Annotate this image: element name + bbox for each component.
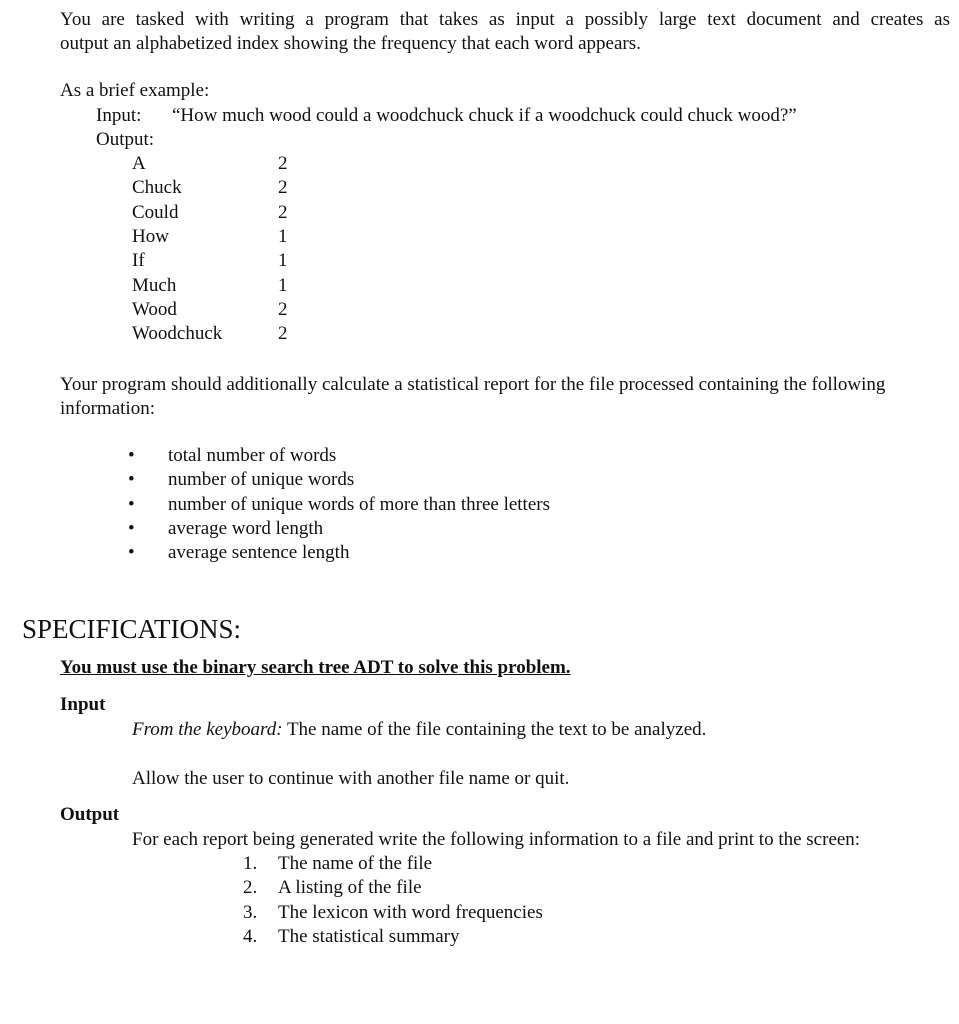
stats-line: information: (60, 398, 155, 419)
bullet-icon: • (128, 493, 135, 515)
count-cell: 1 (278, 250, 288, 272)
list-number: 4. (243, 925, 258, 947)
bullet-item: number of unique words of more than three letters (168, 493, 550, 515)
output-item: The statistical summary (278, 925, 460, 947)
bullet-icon: • (128, 542, 135, 564)
list-number: 2. (243, 877, 258, 899)
count-cell: 2 (278, 153, 288, 174)
count-cell: 2 (278, 177, 288, 199)
output-item: The name of the file (278, 853, 433, 874)
stats-line: Your program should additionally calculate a statistical report for the file processed containing the following (60, 374, 886, 395)
example-heading: As a brief example: (60, 80, 210, 101)
bullet-item: average sentence length (168, 542, 350, 564)
bullet-item: total number of words (168, 445, 337, 466)
list-number: 1. (243, 853, 258, 874)
intro-line: output an alphabetized index showing the frequency that each word appears. (60, 33, 641, 54)
count-cell: 2 (278, 323, 288, 345)
bullet-item: average word length (168, 517, 324, 539)
word-cell: Woodchuck (132, 323, 223, 345)
list-number: 3. (243, 901, 258, 923)
output-item: A listing of the file (278, 877, 422, 899)
bullet-icon: • (128, 517, 135, 539)
keyboard-text: The name of the file containing the text to be analyzed. (282, 719, 707, 740)
count-cell: 2 (278, 201, 288, 223)
word-cell: If (132, 250, 145, 272)
word-cell: Wood (132, 298, 177, 320)
output-item: The lexicon with word frequencies (278, 901, 543, 923)
bullet-icon: • (128, 445, 135, 466)
count-cell: 2 (278, 298, 288, 320)
keyboard-line (132, 719, 706, 741)
output-label: Output: (96, 129, 155, 150)
bullet-icon: • (128, 469, 135, 491)
output-text: For each report being generated write the following information to a file and print to the screen: (132, 829, 861, 850)
word-cell: Could (132, 201, 179, 223)
bst-note: You must use the binary search tree ADT to solve this problem. (60, 657, 571, 678)
input-text: “How much wood could a woodchuck chuck if a woodchuck could chuck wood?” (172, 105, 797, 126)
output-heading: Output (60, 804, 120, 825)
spec-title: SPECIFICATIONS: (22, 614, 242, 644)
word-cell: How (132, 225, 169, 247)
count-cell: 1 (278, 225, 288, 247)
keyboard-label: From the keyboard: (132, 719, 283, 740)
word-cell: A (132, 153, 146, 174)
word-cell: Much (132, 274, 177, 296)
intro (60, 8, 950, 56)
continue-text: Allow the user to continue with another file name or quit. (132, 768, 570, 789)
word-cell: Chuck (132, 177, 182, 199)
stats-intro (60, 373, 885, 421)
input-label: Input: (96, 105, 142, 126)
bullet-item: number of unique words (168, 469, 355, 491)
input-heading: Input (60, 694, 106, 715)
count-cell: 1 (278, 274, 288, 296)
intro-line: You are tasked with writing a program that takes as input a possibly large text document and creates as (60, 9, 950, 30)
